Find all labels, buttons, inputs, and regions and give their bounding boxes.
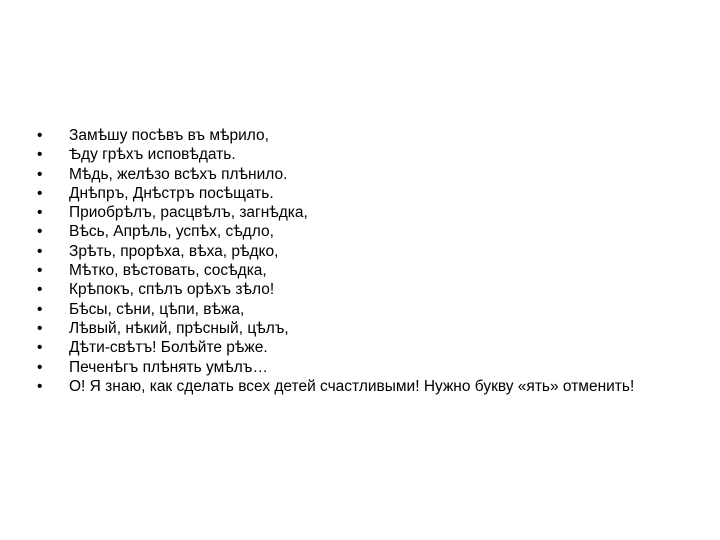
- list-item: [37, 261, 677, 280]
- list-item: [37, 300, 677, 319]
- list-item-text: Дѣти-свѣтъ! Болѣйте рѣже.: [69, 339, 268, 357]
- list-item: [37, 338, 677, 357]
- bullet-icon: •: [37, 300, 43, 318]
- bullet-icon: •: [37, 242, 43, 260]
- list-item-text: Печенѣгъ плѣнять умѣлъ…: [69, 358, 268, 376]
- bullet-icon: •: [37, 319, 43, 337]
- list-item: [37, 242, 677, 261]
- list-item-text: Мѣдь, желѣзо всѣхъ плѣнило.: [69, 165, 288, 183]
- list-item-text: О! Я знаю, как сделать всех детей счастливыми! Нужно букву «ять» отменить!: [69, 377, 635, 395]
- list-item: [37, 184, 677, 203]
- list-item: [37, 319, 677, 338]
- bullet-icon: •: [37, 127, 43, 144]
- list-item-text: Бѣсы, сѣни, цѣпи, вѣжа,: [69, 300, 245, 318]
- bullet-icon: •: [37, 184, 43, 202]
- list-item-text: Днѣпръ, Днѣстръ посѣщать.: [69, 184, 274, 202]
- list-item: [37, 145, 677, 164]
- bullet-icon: •: [37, 204, 43, 222]
- poem-bullet-list: [37, 126, 677, 396]
- list-item: [37, 165, 677, 184]
- list-item: [37, 377, 677, 396]
- list-item: [37, 280, 677, 299]
- list-item-text: Мѣтко, вѣстовать, сосѣдка,: [69, 262, 267, 280]
- list-item-text: Лѣвый, нѣкий, прѣсный, цѣлъ,: [69, 319, 289, 337]
- bullet-icon: •: [37, 377, 43, 395]
- list-item: [37, 126, 677, 145]
- bullet-icon: •: [37, 223, 43, 241]
- list-item-text: Вѣсь, Апрѣль, успѣх, сѣдло,: [69, 223, 274, 241]
- list-item-text: Замѣшу посѣвъ въ мѣрило,: [69, 127, 269, 144]
- list-item: [37, 203, 677, 222]
- list-item: [37, 222, 677, 241]
- bullet-icon: •: [37, 146, 43, 164]
- bullet-icon: •: [37, 281, 43, 299]
- bullet-icon: •: [37, 165, 43, 183]
- bullet-icon: •: [37, 262, 43, 280]
- bullet-icon: •: [37, 358, 43, 376]
- list-item-text: Зрѣть, прорѣха, вѣха, рѣдко,: [69, 242, 279, 260]
- list-item: [37, 358, 677, 377]
- bullet-icon: •: [37, 339, 43, 357]
- list-item-text: Ѣду грѣхъ исповѣдать.: [69, 146, 236, 164]
- list-item-text: Приобрѣлъ, расцвѣлъ, загнѣдка,: [69, 204, 308, 222]
- list-item-text: Крѣпокъ, спѣлъ орѣхъ зѣло!: [69, 281, 275, 299]
